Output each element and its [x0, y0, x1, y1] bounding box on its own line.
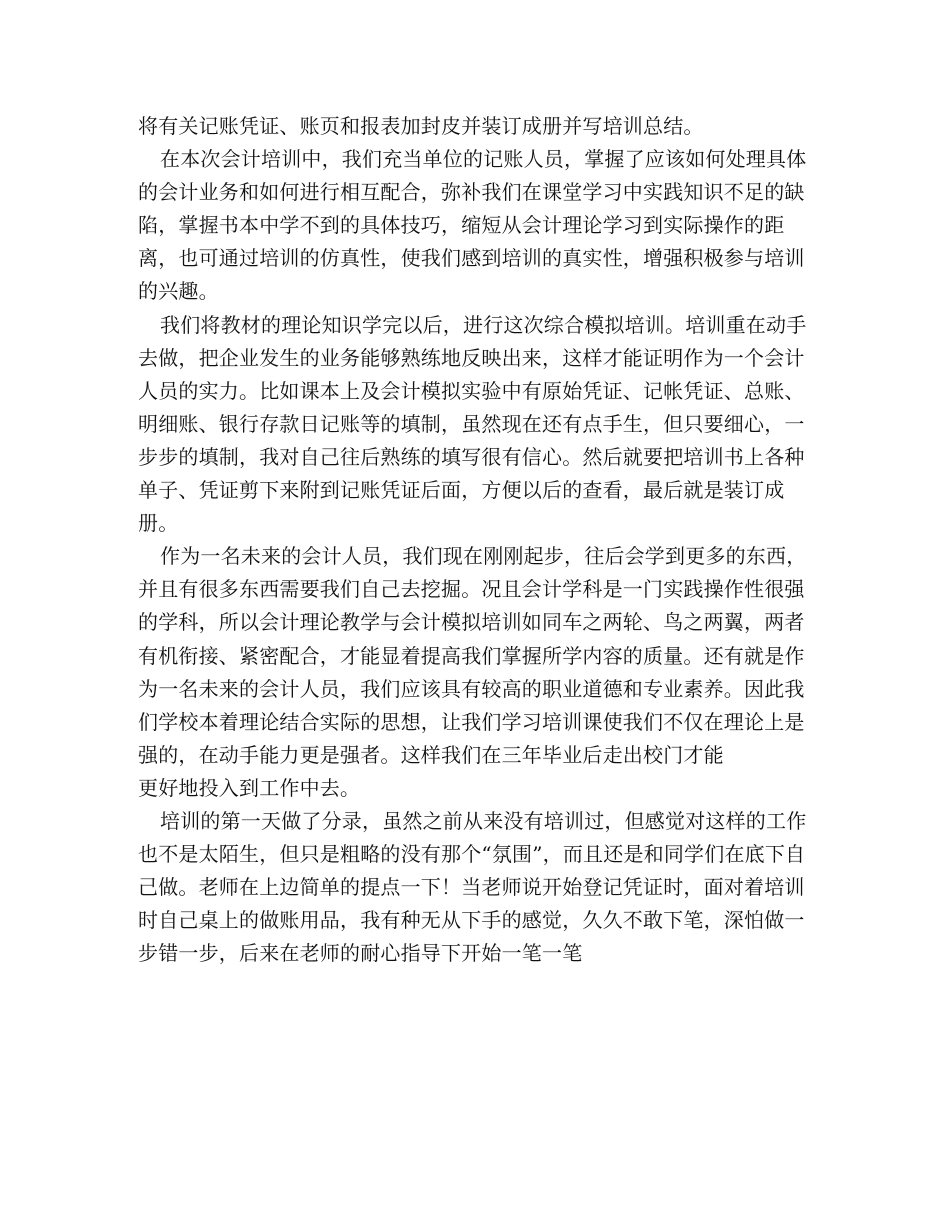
paragraph-line-continuation: 更好地投入到工作中去。	[138, 775, 361, 800]
paragraph-first-day: 培训的第一天做了分录，虽然之前从来没有培训过，但感觉对这样的工作也不是太陌生，但只是粗略的没有那个“氛围”，而且还是和同学们在底下自己做。老师在上边简单的提点一下！当老师说开始登记凭证时，面对着培训时自己桌上的做账用品，我有种无从下手的感觉，久久不敢下笔，深怕做一步错一步，后来在老师的耐心指导下开始一笔一笔	[138, 808, 807, 966]
document-body	[138, 110, 824, 970]
paragraph-simulation-training: 我们将教材的理论知识学完以后，进行这次综合模拟培训。培训重在动手去做，把企业发生的业务能够熟练地反映出来，这样才能证明作为一个会计人员的实力。比如课本上及会计模拟实验中有原始凭证、记帐凭证、总账、明细账、银行存款日记账等的填制，虽然现在还有点手生，但只要细心，一步步的填制，我对自己往后熟练的填写很有信心。然后就要把培训书上各种单子、凭证剪下来附到记账凭证后面，方便以后的查看，最后就是装订成册。	[138, 312, 807, 536]
paragraph-continuation: 将有关记账凭证、账页和报表加封皮并装订成册并写培训总结。	[138, 114, 704, 138]
paragraph-training-role: 在本次会计培训中，我们充当单位的记账人员，掌握了应该如何处理具体的会计业务和如何进行相互配合，弥补我们在课堂学习中实践知识不足的缺陷，掌握书本中学不到的具体技巧，缩短从会计理论学习到实际操作的距离，也可通过培训的仿真性，使我们感到培训的真实性，增强积极参与培训的兴趣。	[138, 147, 807, 304]
paragraph-future-accountant: 作为一名未来的会计人员，我们现在刚刚起步，往后会学到更多的东西，并且有很多东西需要我们自己去挖掘。况且会计学科是一门实践操作性很强的学科，所以会计理论教学与会计模拟培训如同车之两轮、鸟之两翼，两者有机衔接、紧密配合，才能显着提高我们掌握所学内容的质量。还有就是作为一名未来的会计人员，我们应该具有较高的职业道德和专业素养。因此我们学校本着理论结合实际的思想，让我们学习培训课使我们不仅在理论上是强的，在动手能力更是强者。这样我们在三年毕业后走出校门才能	[138, 544, 807, 767]
